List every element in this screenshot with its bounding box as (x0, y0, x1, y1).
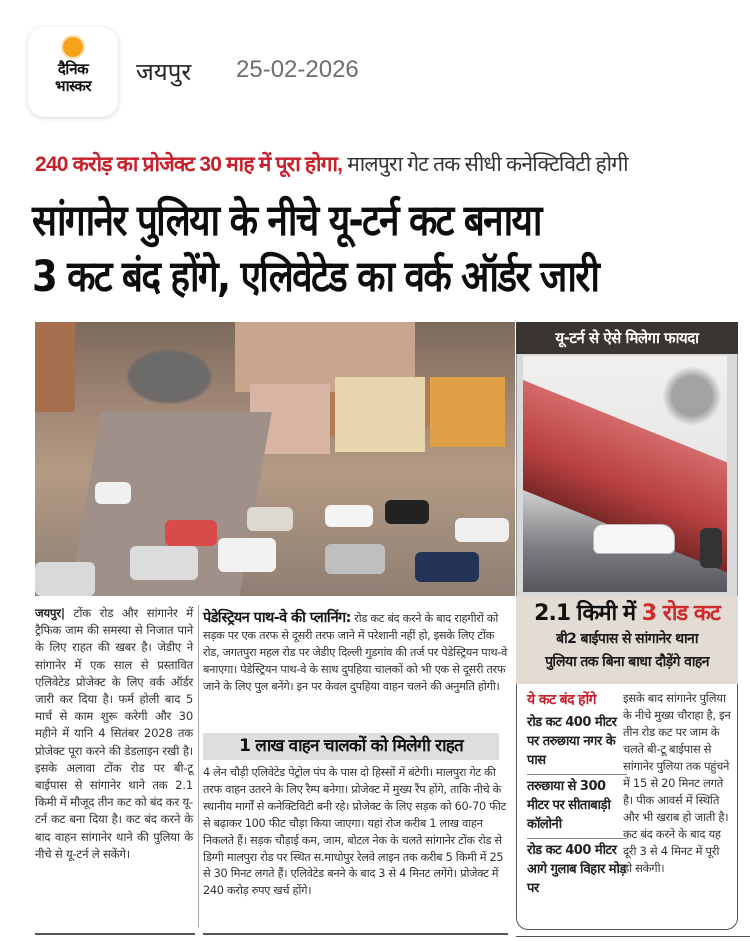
infobox-title (516, 597, 738, 627)
logo-text-line2: भास्कर (55, 77, 91, 95)
headline-line-1: सांगानेर पुलिया के नीचे यू-टर्न कट बनाया (32, 196, 541, 246)
photo-car (218, 538, 276, 572)
bottom-rule (35, 933, 195, 935)
cuts-title: ये कट बंद होंगे (527, 692, 596, 708)
article-column-2-continued: 4 लेन चौड़ी एलिवेटेड पेट्रोल पंप के पास दो हिस्सों में बंटेगी। मालपुरा गेट की तरफ वाहन उतरने के लिए रैम्प बनेगा। प्रोजेक्ट में मुख्य रैंप होंगे, ताकि नीचे के स्थानीय मार्गों से कनेक्टिविटी बनी रहे। प्रोजेक्ट के लिए सड़क को 60-70 फीट से बढ़ाकर 100 फीट चौड़ा किया जाएगा। यहां रोज करीब 1 लाख वाहन निकलते हैं। सड़क चौड़ाई कम, जाम, बोटल नेक के चलते सांगानेर टोंक रोड से डिग्गी मालपुरा रोड पर स्थित स.माधोपुर रेलवे लाइन तक करीब 5 किमी में 25 से 30 मिनट लगते हैं। एलिवेटेड बनने के बाद 3 से 4 मिनट लगेंगे। प्रोजेक्ट में 240 करोड़ रुपए खर्च होंगे। (203, 766, 506, 898)
headline-line-2: 3 कट बंद होंगे, एलिवेटेड का वर्क ऑर्डर जारी (32, 252, 599, 302)
subheading-1-lakh-vehicles: 1 लाख वाहन चालकों को मिलेगी राहत (203, 733, 499, 760)
sun-icon (63, 37, 83, 57)
cut-item: रोड कट 400 मीटर पर तरुछाया नगर के पास (527, 711, 627, 775)
dateline: जयपुर| (35, 606, 65, 620)
edition-city: जयपुर (136, 58, 192, 86)
photo-car (385, 500, 429, 524)
headline (32, 193, 625, 305)
photo-car (165, 520, 217, 546)
page-header (0, 0, 750, 130)
logo-text-line1: दैनिक (57, 60, 89, 78)
photo-building (430, 377, 505, 447)
kicker (35, 150, 725, 178)
bottom-rule (516, 936, 750, 937)
bottom-rule (203, 933, 508, 935)
photo-motorbike (700, 528, 722, 568)
pedestrian-pathway-lead: पेडेस्ट्रियन पाथ-वे की प्लानिंग: (203, 610, 351, 626)
photo-car (130, 546, 198, 580)
photo-car (325, 505, 373, 527)
photo-car (35, 562, 95, 596)
cut-item: तरुछाया से 300 मीटर पर सीताबाड़ी कॉलोनी (527, 775, 627, 839)
edition-date: 25-02-2026 (236, 56, 359, 83)
infobox-subtitle-line-2: पुलिया तक बिना बाधा दौड़ेंगे वाहन (545, 654, 709, 670)
cuts-list (527, 690, 627, 902)
photo-car (593, 524, 675, 554)
column-divider (198, 605, 199, 927)
photo-car (415, 552, 479, 582)
article-column-1 (35, 605, 193, 863)
kicker-dark: मालपुरा गेट तक सीधी कनेक्टिविटी होगी (342, 153, 628, 176)
column-2-text: रोड कट बंद करने के बाद राहगीरों को सड़क पर एक तरफ से दूसरी तरफ जाने में परेशानी नहीं हो, इसके लिए टोंक रोड, जगतपुरा महल रोड पर जेडीए दिल्ली गुडगांव की तर्ज पर पेडेस्ट्रियन पाथ-वे बनाएगा। पेडेस्ट्रियन पाथ-वे के साथ दुपहिया चालकों को भी एक से दूसरी तरफ जाने के लिए पुल बनेंगे। इन पर केवल दुपहिया वाहन चलने की अनुमति होगी। (203, 612, 508, 693)
infobox-right-text: इसके बाद सांगानेर पुलिया के नीचे मुख्य चौराहा है, इन तीन रोड कट पर जाम के चलते बी-टू बाईपास से सांगानेर पुलिया तक पहुंचने में 15 से 20 मिनट लगते है। पीक आवर्स में स्थिति और भी खराब हो जाती है। कट बंद करने के बाद यह दूरी 3 से 4 मिनट में पूरी हो सकेगी। (623, 691, 731, 875)
photo-car (247, 507, 293, 531)
photo-building (335, 377, 425, 452)
infobox-title-red: 3 रोड कट (641, 601, 720, 626)
column-1-text: टोंक रोड और सांगानेर में ट्रैफिक जाम की समस्या से निजात पाने के लिए राहत की खबर है। जेडीए ने सांगानेर में एक साल से प्रस्तावित एलिवेटेड प्रोजेक्ट के लिए वर्क ऑर्डर जारी कर दिया है। फर्म होली बाद 5 मार्च से काम शुरू करेगी और 30 महीने में यानि 4 सितंबर 2028 तक प्रोजेक्ट पूरा करने की डेडलाइन रखी है। इसके अलावा टोंक रोड पर बी-टू बाईपास से सांगानेर थाने तक 2.1 किमी में मौजूद तीन कट को बंद कर यू-टर्न कट बना दिया है। कट बंद करने के बाद वाहन सांगानेर थाने की पुलिया के नीचे से यू-टर्न ले सकेंगे। (35, 606, 193, 861)
cut-item: रोड कट 400 मीटर आगे गुलाब विहार मोड़ पर (527, 843, 626, 896)
article-column-2 (203, 610, 507, 695)
infobox-subtitle (516, 628, 738, 674)
photo-car (95, 482, 131, 504)
sidebar-photo-title: यू-टर्न से ऐसे मिलेगा फायदा (516, 322, 738, 354)
infobox-title-dark: 2.1 किमी में (534, 601, 642, 626)
red-flyover-photo (523, 356, 727, 592)
photo-tree (657, 361, 727, 431)
photo-car (455, 518, 509, 542)
photo-car (325, 544, 385, 574)
traffic-intersection-photo (35, 322, 515, 596)
dainik-bhaskar-logo[interactable] (28, 27, 118, 117)
photo-building (35, 322, 75, 412)
kicker-red: 240 करोड़ का प्रोजेक्ट 30 माह में पूरा होगा, (35, 153, 343, 176)
infobox-subtitle-line-1: बी2 बाईपास से सांगानेर थाना (556, 631, 698, 647)
